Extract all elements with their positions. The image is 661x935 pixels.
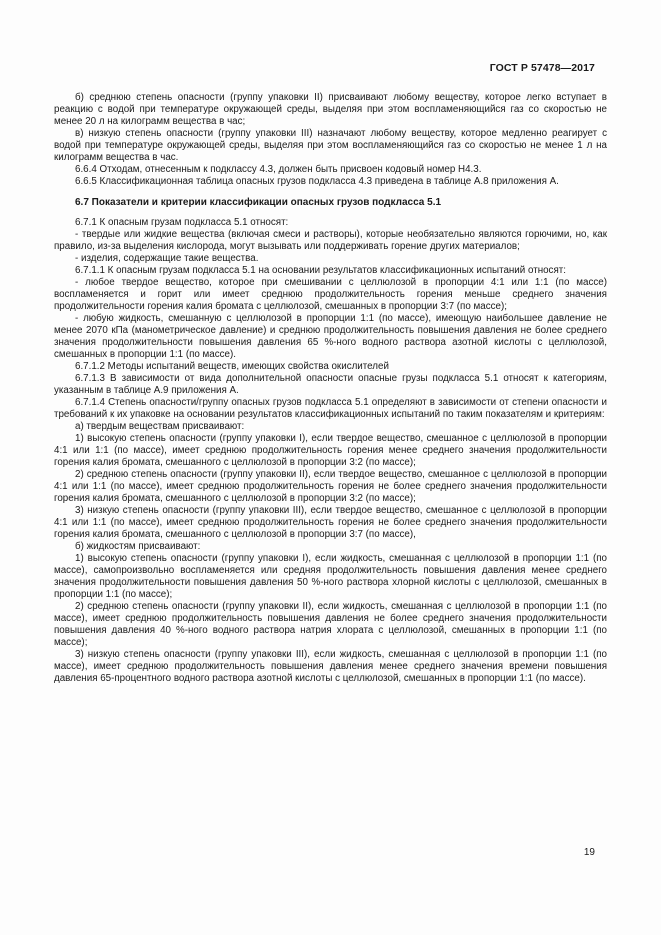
paragraph: б) жидкостям присваивают: <box>75 541 201 552</box>
page-number: 19 <box>583 847 595 858</box>
paragraph: 2) среднюю степень опасности (группу упаковки II), если твердое вещество, смешанное с целлюлозой в пропорции 4:1 или 1:1 (по массе), имеет среднюю продолжительность горения не более среднего значения продолжительности горения калия бромата, смешанного с целлюлозой в пропорции 3:2 (по массе); <box>54 469 607 504</box>
paragraph: 3) низкую степень опасности (группу упаковки III), если жидкость, смешанная с целлюлозой в пропорции 1:1 (по массе), имеет среднюю продолжительность повышения давления менее среднего значения времени повышения давления 65-процентного водного раствора азотной кислоты с целлюлозой, смешанных в пропорции 1:1 (по массе). <box>54 649 607 684</box>
paragraph: 6.7.1.2 Методы испытаний веществ, имеющих свойства окислителей <box>75 361 389 372</box>
paragraph: б) среднюю степень опасности (группу упаковки II) присваивают любому веществу, которое легко вступает в реакцию с водой при температуре окружающей среды, выделяя при этом воспламеняющийся газ со скоростью не менее 20 л на килограмм вещества в час; <box>54 92 607 127</box>
paragraph: - любое твердое вещество, которое при смешивании с целлюлозой в пропорции 4:1 или 1:1 (по массе) воспламеняется и горит или имеет среднюю продолжительность горения меньше среднего значения продолжительности горения калия бромата с целлюлозой, смешанных в пропорции 3:7 (по массе); <box>54 277 607 312</box>
paragraph: 6.7.1 К опасным грузам подкласса 5.1 относят: <box>75 217 289 228</box>
paragraph: 1) высокую степень опасности (группу упаковки I), если твердое вещество, смешанное с целлюлозой в пропорции 4:1 или 1:1 (по массе), имеет среднюю продолжительность горения менее среднего значения продолжительности горения калия бромата, смешанного с целлюлозой в пропорции 3:2 (по массе); <box>54 433 607 468</box>
paragraph: 1) высокую степень опасности (группу упаковки I), если жидкость, смешанная с целлюлозой в пропорции 1:1 (по массе), самопроизвольно воспламеняется или средняя продолжительность повышения давления менее среднего значения продолжительности повышения давления 50 %-ного раствора хлорной кислоты с целлюлозой, смешанных в пропорции 1:1 (по массе); <box>54 553 607 600</box>
document-body <box>54 92 607 685</box>
paragraph: - твердые или жидкие вещества (включая смеси и растворы), которые необязательно являются горючими, но, как правило, из-за выделения кислорода, могут вызывать или поддерживать горение других материалов; <box>54 229 607 252</box>
page-header-standard: ГОСТ Р 57478—2017 <box>489 62 595 74</box>
paragraph: - изделия, содержащие такие вещества. <box>75 253 259 264</box>
paragraph: 2) среднюю степень опасности (группу упаковки II), если жидкость, смешанная с целлюлозой в пропорции 1:1 (по массе), имеет среднюю продолжительность повышения давления не более среднего значения продолжительности повышения давления 40 %-ного водного раствора натрия хлората с целлюлозой, смешанных в пропорции 1:1 (по массе); <box>54 601 607 648</box>
paragraph: 6.7.1.3 В зависимости от вида дополнительной опасности опасные грузы подкласса 5.1 относят к категориям, указанным в таблице А.9 приложения А. <box>54 373 607 396</box>
section-heading: 6.7 Показатели и критерии классификации опасных грузов подкласса 5.1 <box>75 197 442 208</box>
paragraph: 3) низкую степень опасности (группу упаковки III), если твердое вещество, смешанное с целлюлозой в пропорции 4:1 или 1:1 (по массе), имеет среднюю продолжительность горения не более среднего значения продолжительности горения калия бромата, смешанного с целлюлозой в пропорции 3:7 (по массе), <box>54 505 607 540</box>
paragraph: в) низкую степень опасности (группу упаковки III) назначают любому веществу, которое медленно реагирует с водой при температуре окружающей среды, выделяя при этом воспламеняющийся газ со скоростью не менее 1 л на килограмм вещества в час. <box>54 128 607 163</box>
paragraph: 6.6.4 Отходам, отнесенным к подклассу 4.3, должен быть присвоен кодовый номер Н4.3. <box>75 164 482 175</box>
paragraph: а) твердым веществам присваивают: <box>75 421 245 432</box>
paragraph: 6.6.5 Классификационная таблица опасных грузов подкласса 4.3 приведена в таблице А.8 приложения А. <box>75 176 559 187</box>
paragraph: - любую жидкость, смешанную с целлюлозой в пропорции 1:1 (по массе), имеющую наибольшее давление не менее 2070 кПа (манометрическое давление) и среднюю продолжительность повышения давления не более среднего значения продолжительности повышения давления 65 %-ного водного раствора азотной кислоты с целлюлозой, смешанных в пропорции 1:1 (по массе). <box>54 313 607 360</box>
paragraph: 6.7.1.4 Степень опасности/группу опасных грузов подкласса 5.1 определяют в зависимости от степени опасности и требований к их упаковке на основании результатов классификационных испытаний по таким показателям и критериям: <box>54 397 607 420</box>
paragraph: 6.7.1.1 К опасным грузам подкласса 5.1 на основании результатов классификационных испытаний относят: <box>75 265 566 276</box>
